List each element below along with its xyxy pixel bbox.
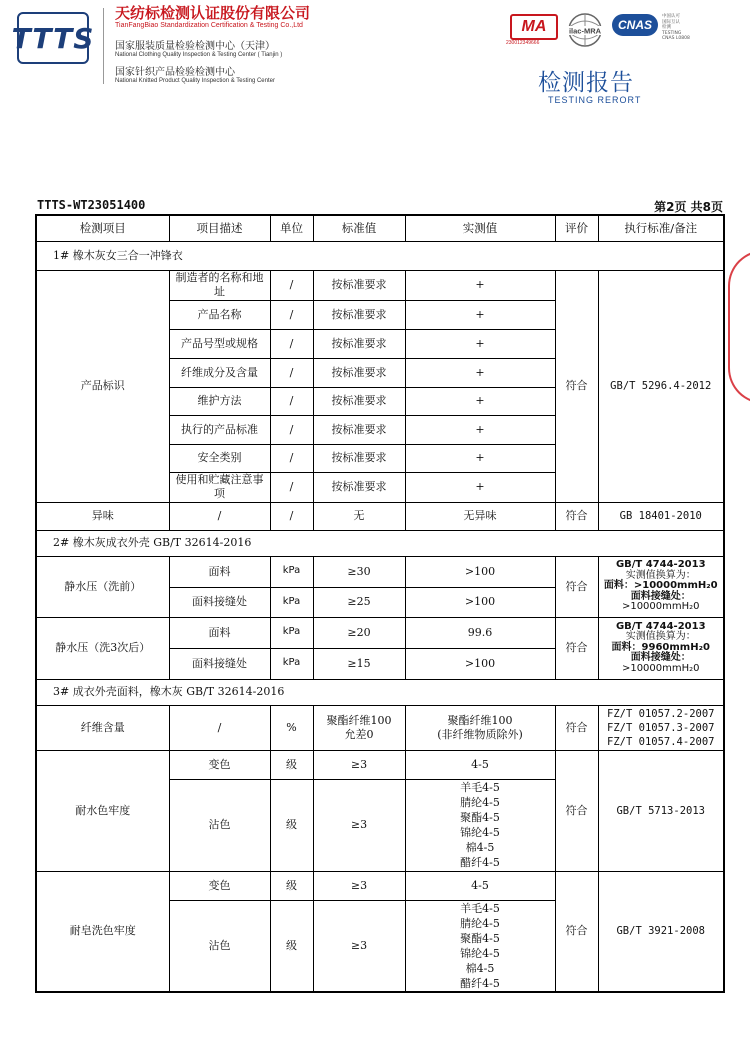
value-cell: 4-5 [405,750,555,779]
value-cell: + [405,270,555,300]
item-cell: 耐水色牢度 [36,750,169,871]
page-indicator: 第2页 共8页 [654,200,723,214]
standard-cell: GB/T 5296.4-2012 [598,270,724,502]
cnas-logo: CNAS [612,14,658,36]
table-row [36,705,724,750]
std-cell: 按标准要求 [313,415,405,444]
std-cell: 按标准要求 [313,472,405,502]
unit-cell: / [270,358,313,387]
cnas-accreditation-text: 中国认可 国际互认 检测 TESTING CNAS L0808 [662,14,690,41]
std-cell: ≥30 [313,556,405,587]
eval-cell: 符合 [555,270,598,502]
desc-cell: 沾色 [169,779,270,871]
table-row [36,270,724,300]
seal-stamp [728,250,750,404]
table-row [36,556,724,587]
table-row [36,502,724,530]
cma-number: 230012349666 [506,40,540,46]
section-row [36,241,724,270]
cma-logo: MA [510,14,558,40]
standard-cell: FZ/T 01057.2-2007 FZ/T 01057.3-2007 FZ/T 01057.4-2007 [598,705,724,750]
header-evaluation: 评价 [555,215,598,241]
company-logo [11,12,95,64]
unit-cell: kPa [270,617,313,648]
std-cell: 聚酯纤维100 允差0 [313,705,405,750]
value-cell: + [405,358,555,387]
std-cell: 按标准要求 [313,387,405,415]
results-table [35,214,725,993]
std-cell: 按标准要求 [313,270,405,300]
desc-cell: / [169,502,270,530]
desc-cell: 维护方法 [169,387,270,415]
center2-name-en: National Knitted Product Quality Inspection & Testing Center [115,78,275,84]
std-cell: ≥3 [313,900,405,992]
item-cell: 静水压（洗前） [36,556,169,617]
table-row [36,871,724,900]
center2-name: 国家针织产品检验检测中心 [115,67,235,78]
unit-cell: / [270,502,313,530]
item-cell: 产品标识 [36,270,169,502]
std-cell: ≥20 [313,617,405,648]
item-cell: 纤维含量 [36,705,169,750]
value-cell: + [405,329,555,358]
unit-cell: % [270,705,313,750]
desc-cell: 面料接缝处 [169,587,270,617]
eval-cell: 符合 [555,705,598,750]
item-cell: 耐皂洗色牢度 [36,871,169,992]
std-cell: 无 [313,502,405,530]
unit-cell: 级 [270,871,313,900]
unit-cell: kPa [270,648,313,679]
section-row [36,679,724,705]
logo-text: TTTS [11,21,95,55]
table-header-row [36,215,724,241]
desc-cell: 产品号型或规格 [169,329,270,358]
desc-cell: 变色 [169,871,270,900]
unit-cell: 级 [270,779,313,871]
desc-cell: 纤维成分及含量 [169,358,270,387]
desc-cell: 面料接缝处 [169,648,270,679]
unit-cell: / [270,387,313,415]
std-cell: ≥15 [313,648,405,679]
unit-cell: / [270,415,313,444]
standard-note-cell: GB/T 4744-2013 实测值换算为： 面料：>10000mmH₂0 面料接缝处： >10000mmH₂0 [598,556,724,617]
header-unit: 单位 [270,215,313,241]
section-title: 1# 橡木灰女三合一冲锋衣 [36,241,724,270]
section-title: 2# 橡木灰成衣外壳 GB/T 32614-2016 [36,530,724,556]
ilac-mra-logo [565,12,605,48]
unit-cell: / [270,472,313,502]
desc-cell: / [169,705,270,750]
desc-cell: 变色 [169,750,270,779]
desc-cell: 执行的产品标准 [169,415,270,444]
value-cell: + [405,444,555,472]
unit-cell: kPa [270,556,313,587]
std-cell: ≥3 [313,750,405,779]
eval-cell: 符合 [555,750,598,871]
unit-cell: / [270,270,313,300]
unit-cell: / [270,444,313,472]
std-cell: ≥25 [313,587,405,617]
std-cell: ≥3 [313,871,405,900]
svg-text:ilac-MRA: ilac-MRA [568,26,602,36]
std-cell: 按标准要求 [313,329,405,358]
unit-cell: 级 [270,900,313,992]
standard-note-cell: GB/T 4744-2013 实测值换算为： 面料：9960mmH₂0 面料接缝处： >10000mmH₂0 [598,617,724,679]
value-cell: 聚酯纤维100 (非纤维物质除外) [405,705,555,750]
item-cell: 异味 [36,502,169,530]
header-measured-value: 实测值 [405,215,555,241]
value-cell: >100 [405,648,555,679]
unit-cell: / [270,300,313,329]
desc-cell: 沾色 [169,900,270,992]
desc-cell: 面料 [169,617,270,648]
std-cell: ≥3 [313,779,405,871]
std-cell: 按标准要求 [313,444,405,472]
unit-cell: / [270,329,313,358]
eval-cell: 符合 [555,617,598,679]
report-number: TTTS-WT23051400 [37,198,146,212]
std-cell: 按标准要求 [313,358,405,387]
table-row [36,750,724,779]
desc-cell: 安全类别 [169,444,270,472]
table-row [36,617,724,648]
unit-cell: 级 [270,750,313,779]
desc-cell: 使用和贮藏注意事项 [169,472,270,502]
desc-cell: 制造者的名称和地址 [169,270,270,300]
company-name-en: TianFangBiao Standardization Certification & Testing Co.,Ltd [115,22,303,29]
standard-cell: GB/T 3921-2008 [598,871,724,992]
value-cell: >100 [405,587,555,617]
std-cell: 按标准要求 [313,300,405,329]
eval-cell: 符合 [555,502,598,530]
value-cell: + [405,387,555,415]
section-title: 3# 成衣外壳面料，橡木灰 GB/T 32614-2016 [36,679,724,705]
center1-name-en: National Clothing Quality Inspection & Testing Center ( Tianjin ) [115,52,283,58]
value-cell: + [405,300,555,329]
value-cell: 羊毛4-5 腈纶4-5 聚酯4-5 锦纶4-5 棉4-5 醋纤4-5 [405,779,555,871]
item-cell: 静水压（洗3次后） [36,617,169,679]
unit-cell: kPa [270,587,313,617]
value-cell: 99.6 [405,617,555,648]
company-name: 天纺标检测认证股份有限公司 [115,4,311,22]
header-standard-value: 标准值 [313,215,405,241]
value-cell: 4-5 [405,871,555,900]
header-item: 检测项目 [36,215,169,241]
standard-cell: GB/T 5713-2013 [598,750,724,871]
value-cell: + [405,472,555,502]
report-title-en: TESTING RERORT [548,95,642,105]
center1-name: 国家服装质量检验检测中心（天津） [115,41,275,52]
report-title: 检测报告 [538,70,634,96]
header-desc: 项目描述 [169,215,270,241]
header-standard-note: 执行标准/备注 [598,215,724,241]
header-divider [103,8,104,84]
standard-cell: GB 18401-2010 [598,502,724,530]
value-cell: 无异味 [405,502,555,530]
value-cell: 羊毛4-5 腈纶4-5 聚酯4-5 锦纶4-5 棉4-5 醋纤4-5 [405,900,555,992]
eval-cell: 符合 [555,871,598,992]
value-cell: + [405,415,555,444]
value-cell: >100 [405,556,555,587]
eval-cell: 符合 [555,556,598,617]
section-row [36,530,724,556]
desc-cell: 面料 [169,556,270,587]
desc-cell: 产品名称 [169,300,270,329]
